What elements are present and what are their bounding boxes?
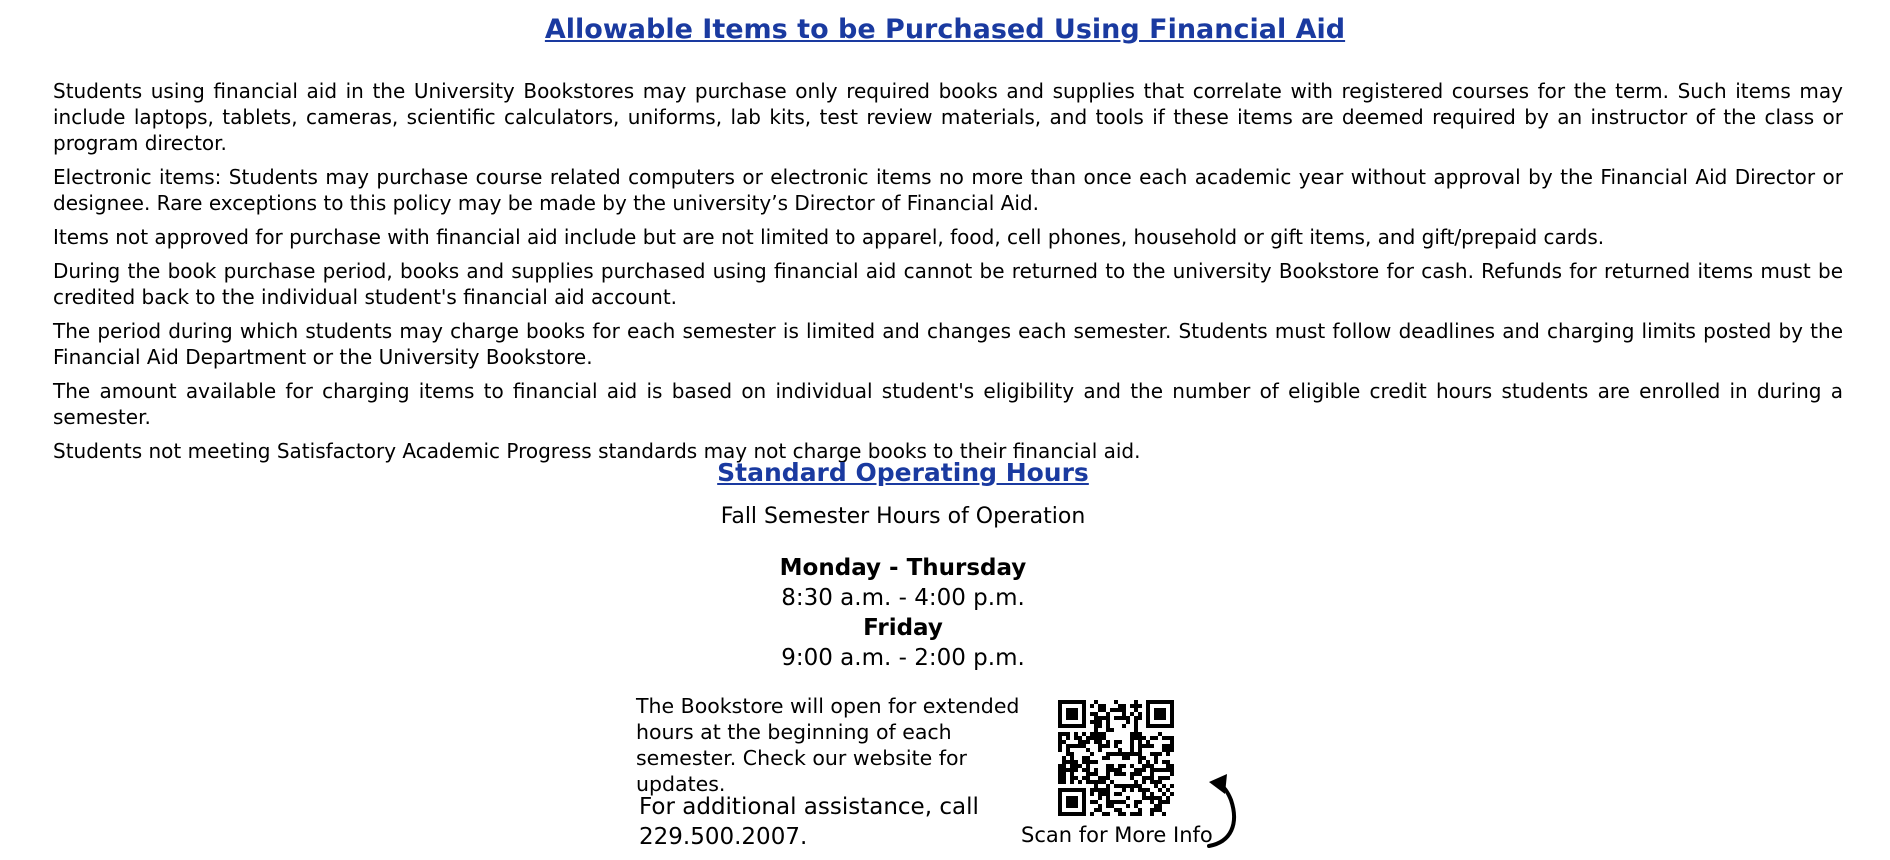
- policy-paragraph: Electronic items: Students may purchase course related computers or electronic items no more than once each academic year without approval by the Financial Aid Director or designee. Rare exceptions to this policy may be made by the university’s Director of Financial Aid.: [53, 165, 1843, 215]
- assistance-phone: For additional assistance, call 229.500.2007.: [639, 794, 979, 850]
- time-range: 9:00 a.m. - 2:00 p.m.: [781, 645, 1025, 671]
- semester-label: Fall Semester Hours of Operation: [720, 504, 1086, 529]
- time-range: 8:30 a.m. - 4:00 p.m.: [781, 585, 1025, 611]
- qr-code-icon[interactable]: [1058, 700, 1174, 816]
- days-label: Friday: [863, 615, 943, 641]
- policy-paragraph: Students using financial aid in the University Bookstores may purchase only required books and supplies that correlate with registered courses for the term. Such items may include laptops, tablets, cameras, scientific calculators, uniforms, lab kits, test review materials, and tools if these items are deemed required by an instructor of the class or program director.: [53, 79, 1843, 155]
- curved-arrow-icon: [1205, 772, 1253, 850]
- policy-paragraph: The period during which students may charge books for each semester is limited and changes each semester. Students must follow deadlines and charging limits posted by the Financial Aid Department or the University Bookstore.: [53, 319, 1843, 369]
- days-label: Monday - Thursday: [779, 555, 1027, 581]
- page-title: Allowable Items to be Purchased Using Financial Aid: [544, 14, 1346, 45]
- hours-heading: Standard Operating Hours: [717, 458, 1089, 487]
- extended-hours-note: The Bookstore will open for extended hours at the beginning of each semester. Check our website for updates.: [636, 694, 1020, 796]
- qr-caption: Scan for More Info: [1021, 823, 1213, 847]
- policy-paragraphs: [53, 78, 1843, 472]
- policy-paragraph: Items not approved for purchase with financial aid include but are not limited to apparel, food, cell phones, household or gift items, and gift/prepaid cards.: [53, 225, 1605, 249]
- policy-paragraph: During the book purchase period, books and supplies purchased using financial aid cannot be returned to the university Bookstore for cash. Refunds for returned items must be credited back to the individual student's financial aid account.: [53, 259, 1843, 309]
- hours-schedule: [0, 553, 1806, 673]
- policy-paragraph: The amount available for charging items to financial aid is based on individual student's eligibility and the number of eligible credit hours students are enrolled in during a semester.: [53, 379, 1843, 429]
- policy-paragraph: Students not meeting Satisfactory Academic Progress standards may not charge books to their financial aid.: [53, 439, 1141, 463]
